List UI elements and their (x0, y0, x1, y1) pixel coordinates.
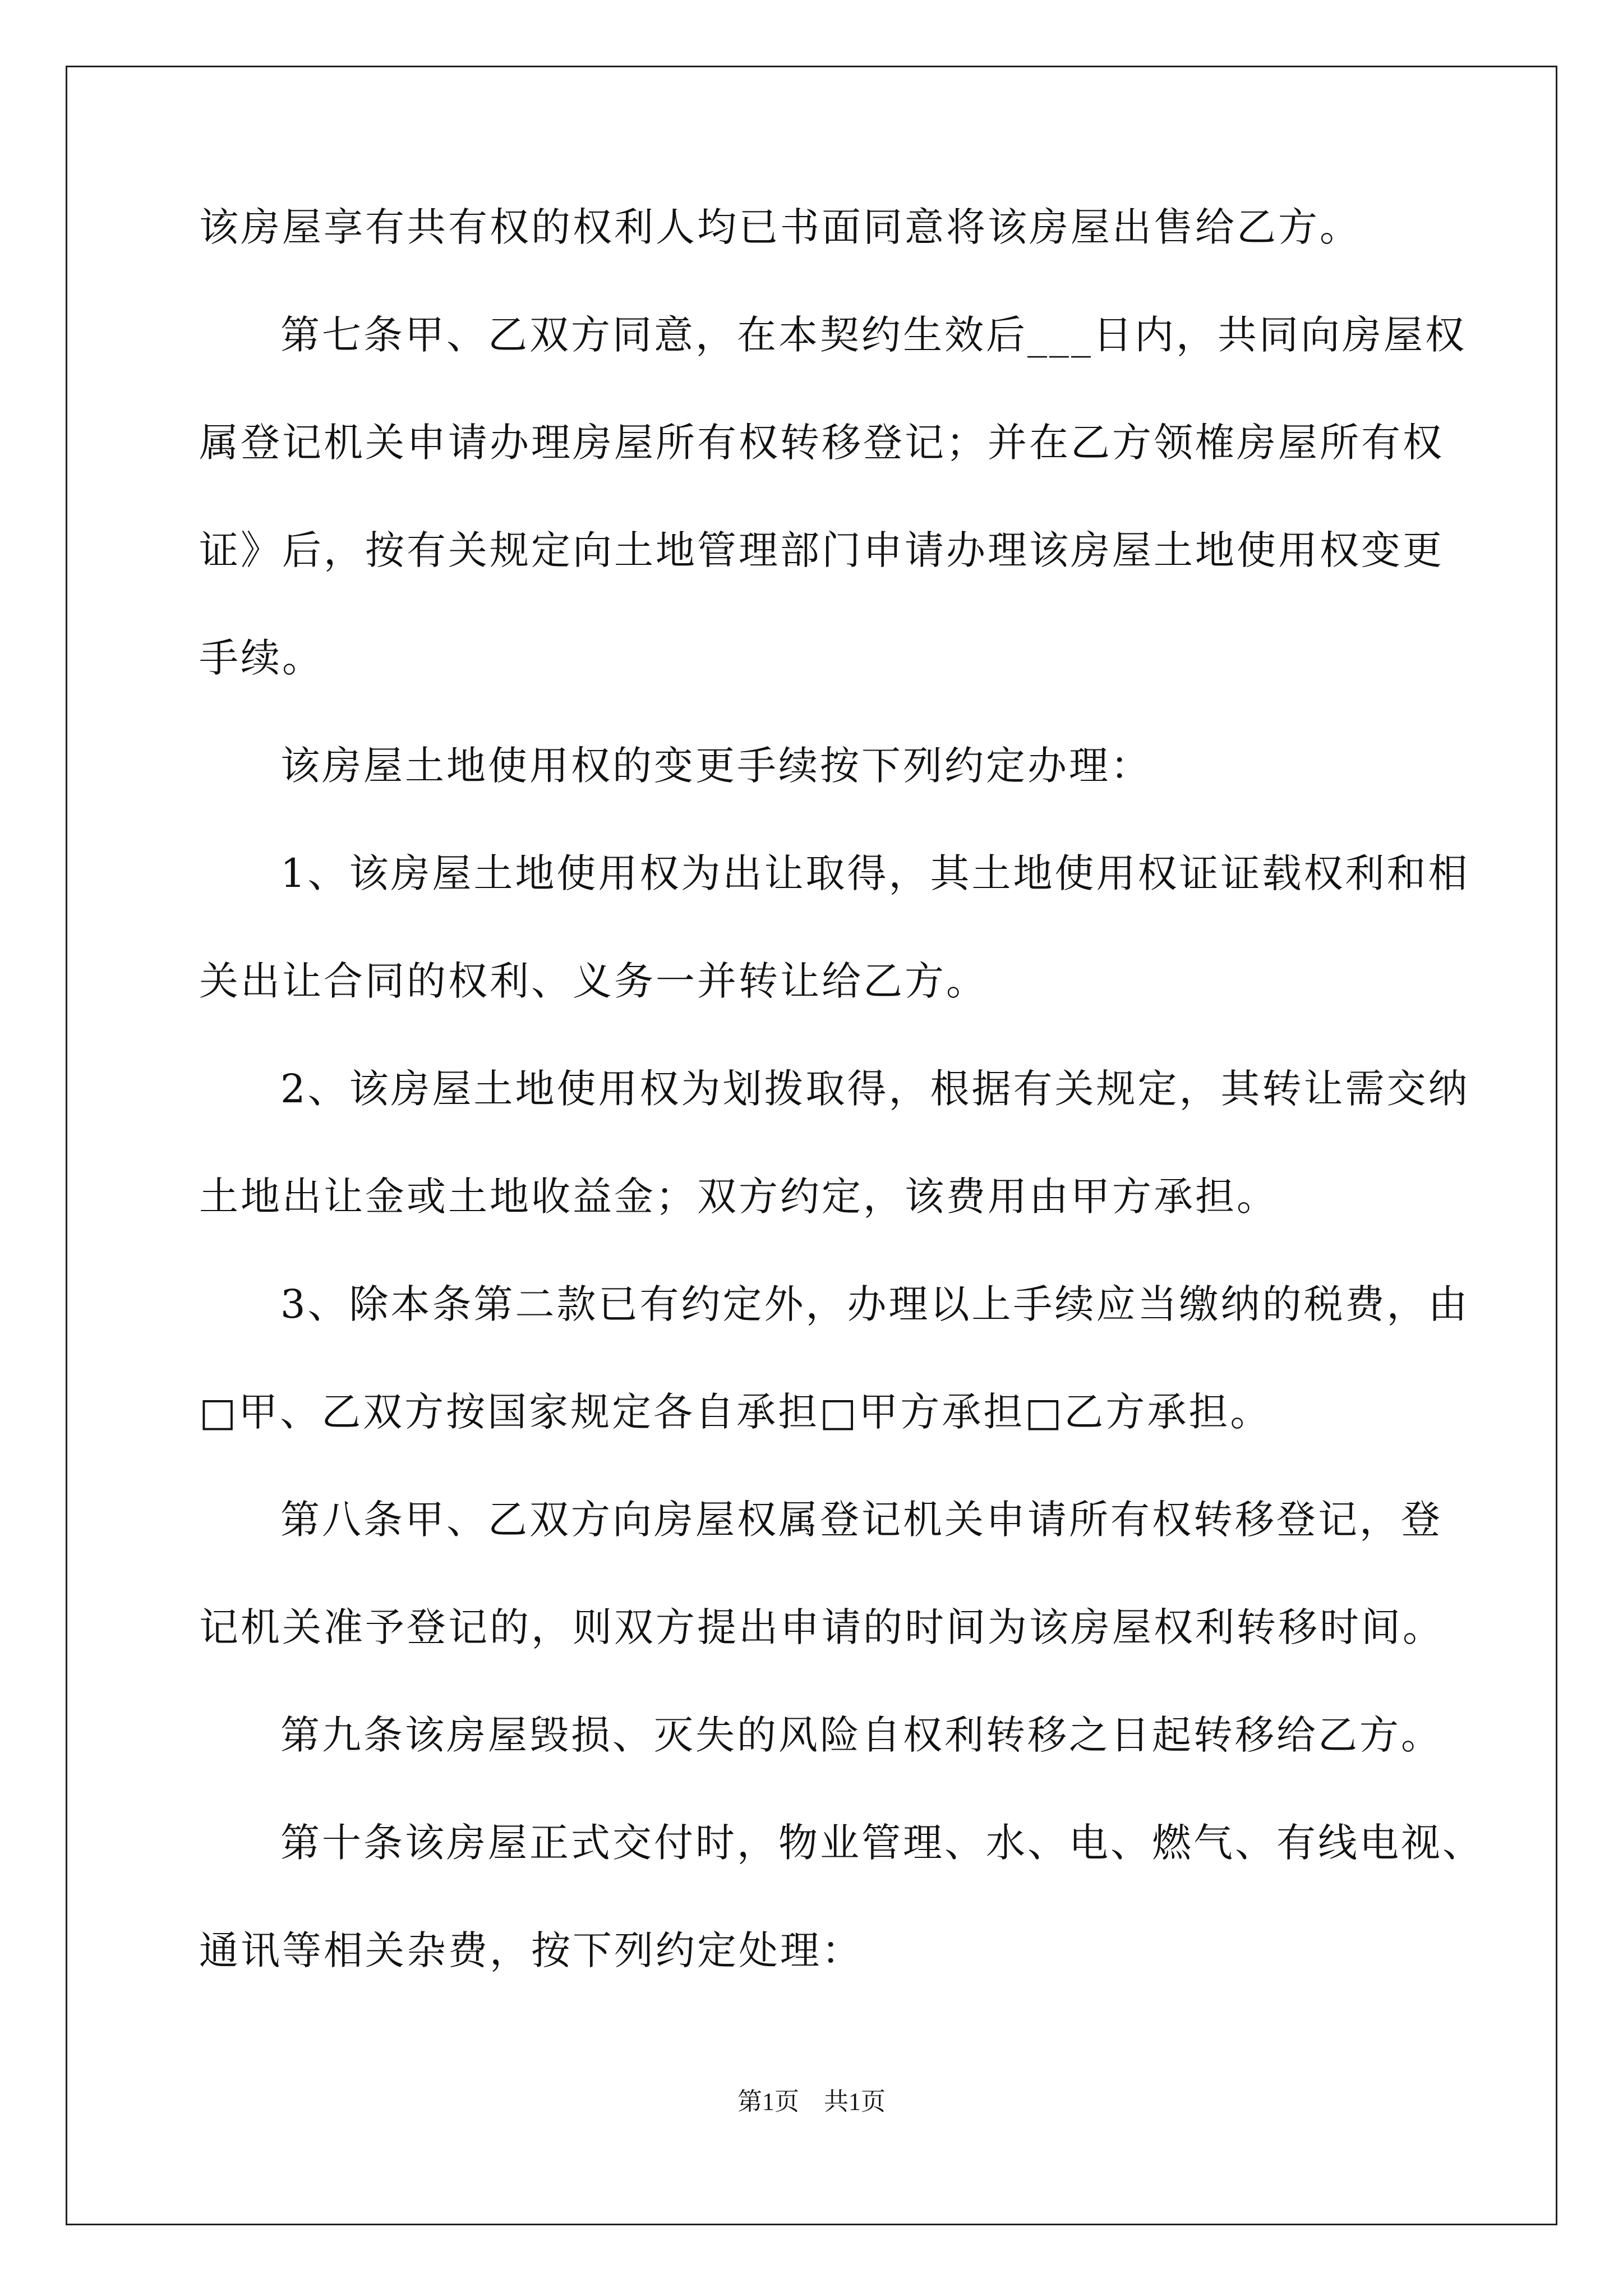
paragraph-line: 1、该房屋土地使用权为出让取得，其土地使用权证证载权利和相 (280, 850, 1470, 896)
paragraph-line: 该房屋土地使用权的变更手续按下列约定办理： (280, 743, 1152, 789)
document-body (199, 204, 1484, 2039)
paragraph-line: □甲、乙双方按国家规定各自承担□甲方承担□乙方承担。 (199, 1389, 1272, 1435)
paragraph-line: 手续。 (199, 635, 324, 681)
paragraph-line: 第八条甲、乙双方向房屋权属登记机关申请所有权转移登记，登 (280, 1497, 1442, 1543)
paragraph-line: 3、除本条第二款已有约定外，办理以上手续应当缴纳的税费，由 (280, 1281, 1470, 1327)
paragraph-line: 属登记机关申请办理房屋所有权转移登记；并在乙方领榷房屋所有权 (199, 420, 1444, 466)
paragraph-line: 土地出让金或土地收益金；双方约定，该费用由甲方承担。 (199, 1174, 1278, 1220)
page-number-footer: 第1页 共1页 (737, 2088, 886, 2115)
paragraph-line: 通讯等相关杂费，按下列约定处理： (199, 1927, 863, 1973)
paragraph-line: 该房屋享有共有权的权利人均已书面同意将该房屋出售给乙方。 (199, 204, 1361, 250)
paragraph-line: 证》后，按有关规定向土地管理部门申请办理该房屋土地使用权变更 (199, 527, 1444, 573)
paragraph-line: 关出让合同的权利、义务一并转让给乙方。 (199, 958, 988, 1004)
paragraph-line: 2、该房屋土地使用权为划拨取得，根据有关规定，其转让需交纳 (280, 1066, 1470, 1112)
paragraph-line: 第九条该房屋毁损、灭失的风险自权利转移之日起转移给乙方。 (280, 1712, 1442, 1758)
paragraph-line: 第十条该房屋正式交付时，物业管理、水、电、燃气、有线电视、 (280, 1820, 1484, 1866)
paragraph-line: 记机关准予登记的，则双方提出申请的时间为该房屋权利转移时间。 (199, 1604, 1444, 1650)
paragraph-line: 第七条甲、乙双方同意，在本契约生效后___日内，共同向房屋权 (280, 312, 1467, 358)
